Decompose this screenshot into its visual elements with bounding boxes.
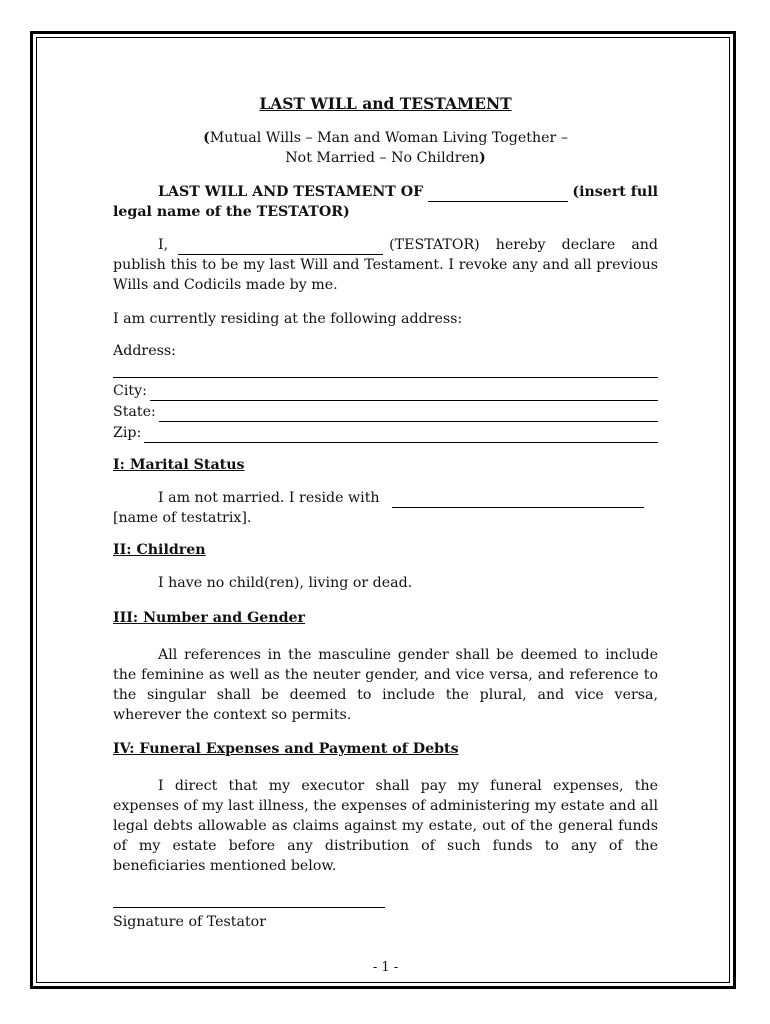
section-1-heading: I: Marital Status — [113, 457, 245, 473]
address-field[interactable] — [113, 377, 658, 378]
signature-label: Signature of Testator — [113, 914, 266, 930]
section-1-text — [113, 488, 658, 528]
declaration-paragraph — [113, 235, 658, 295]
zip-row — [113, 423, 658, 443]
city-field[interactable] — [150, 386, 658, 401]
section-2-text: I have no child(ren), living or dead. — [158, 575, 413, 591]
testator-declare-blank[interactable] — [178, 242, 383, 255]
subtitle-line-1: Mutual Wills – Man and Woman Living Together – — [209, 130, 568, 146]
section-3-heading: III: Number and Gender — [113, 610, 305, 626]
section-4-text: I direct that my executor shall pay my funeral expenses, the expenses of my last illness, the expenses of administering my estate and all legal debts allowable as claims against my estate, out of the general funds of my estate before any distribution of such funds to any of the beneficiaries mentioned below. — [113, 778, 658, 874]
section-3-text: All references in the masculine gender shall be deemed to include the feminine as well as the neuter gender, and vice versa, and reference to the singular shall be deemed to include the plural, and vice versa, wherever the context so permits. — [113, 647, 658, 723]
subtitle-close-paren: ) — [479, 150, 486, 166]
state-row — [113, 402, 658, 422]
declare-prefix: I, — [158, 237, 169, 253]
city-row — [113, 381, 658, 401]
document-title: LAST WILL and TESTAMENT — [259, 94, 512, 113]
subtitle-open-paren: ( — [203, 130, 210, 146]
residing-text: I am currently residing at the following address: — [113, 311, 463, 327]
section-2-heading: II: Children — [113, 542, 206, 558]
heading-prefix: LAST WILL AND TESTAMENT OF — [158, 184, 424, 200]
heading-line-2: legal name of the TESTATOR) — [113, 204, 350, 220]
declare-rest: publish this to be my last Will and Testament. I revoke any and all previous Wills and Codicils made by me. — [113, 257, 658, 293]
section-1-prefix: I am not married. I reside with — [158, 490, 380, 506]
section-1-line-2: [name of testatrix]. — [113, 510, 252, 526]
testator-name-blank[interactable] — [428, 189, 568, 202]
zip-label: Zip: — [113, 425, 142, 441]
page-number: - 1 - — [372, 960, 399, 975]
signature-line[interactable] — [113, 907, 385, 908]
address-label: Address: — [113, 343, 176, 359]
document-subtitle — [113, 128, 658, 168]
testator-heading — [113, 182, 658, 222]
city-label: City: — [113, 383, 147, 399]
zip-field[interactable] — [144, 428, 658, 443]
testatrix-name-blank[interactable] — [392, 495, 644, 508]
section-4-heading: IV: Funeral Expenses and Payment of Debts — [113, 741, 459, 757]
subtitle-line-2: Not Married – No Children — [285, 150, 480, 166]
state-label: State: — [113, 404, 156, 420]
declare-suffix: (TESTATOR) hereby declare and — [389, 237, 658, 253]
state-field[interactable] — [159, 407, 658, 422]
heading-suffix: (insert full — [572, 184, 658, 200]
